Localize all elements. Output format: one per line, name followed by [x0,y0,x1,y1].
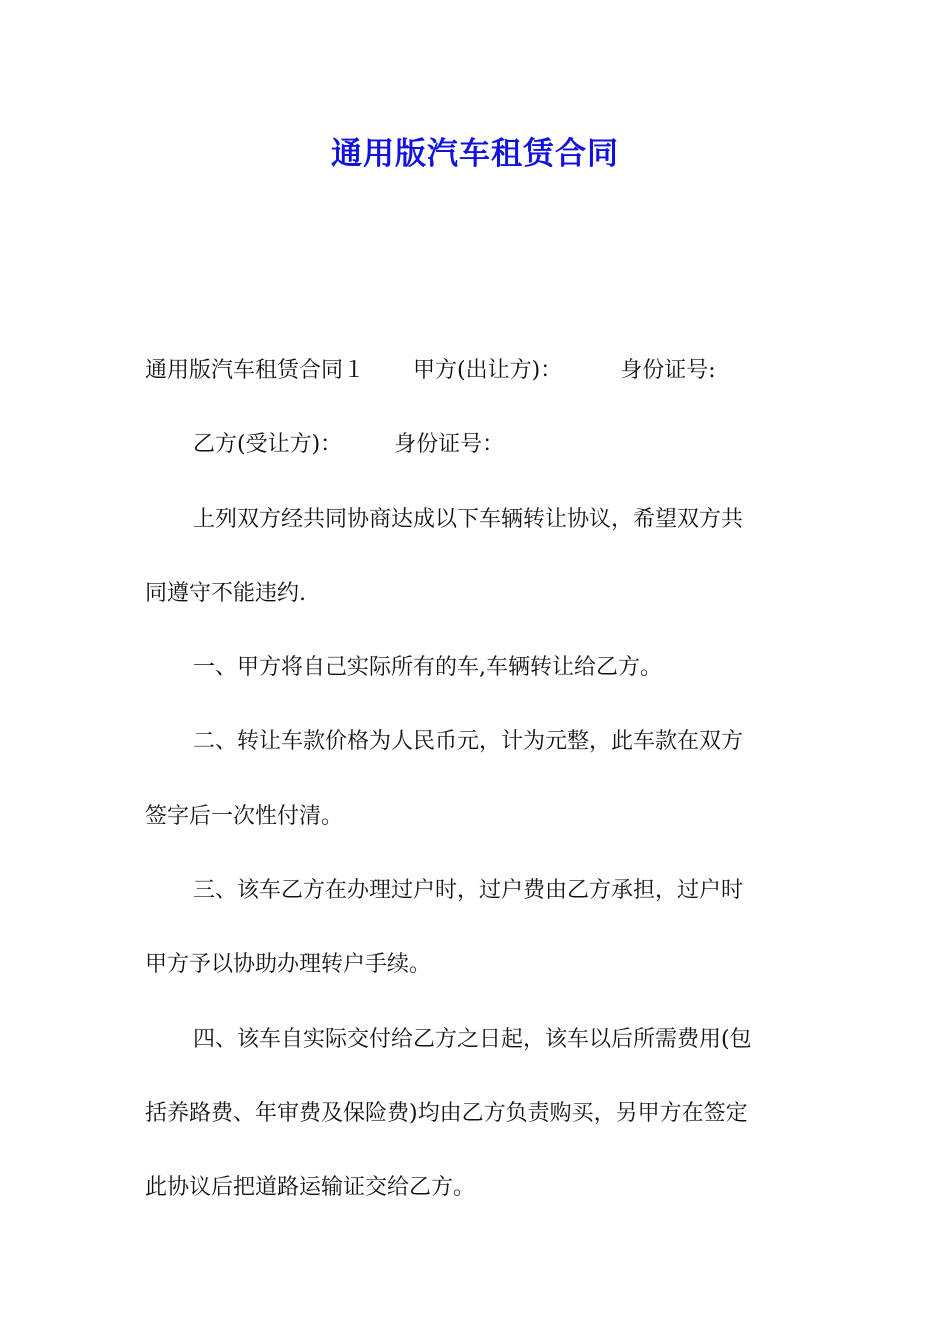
clause-4-line: 四、该车自实际交付给乙方之日起，该车以后所需费用(包 [193,1026,752,1052]
clause-1: 一、甲方将自己实际所有的车,车辆转让给乙方。 [193,655,662,681]
party-b-line [145,408,815,482]
clause-2-line: 二、转让车款价格为人民币元，计为元整，此车款在双方 [193,729,744,755]
clause-4-line: 括养路费、年审费及保险费)均由乙方负责购买，另甲方在签定 [145,1100,748,1126]
clause-4-line: 此协议后把道路运输证交给乙方。 [145,1175,476,1201]
document-body [145,334,815,1226]
party-b-label: 乙方(受让方)： [193,432,343,458]
clause-3-line: 甲方予以协助办理转户手续。 [145,952,432,978]
header-line [145,334,815,408]
paragraph-line: 同遵守不能违约. [145,580,306,606]
party-a-id-label: 身份证号: [620,358,716,383]
contract-name: 通用版汽车租赁合同１ [145,358,366,383]
party-a-label: 甲方(出让方)： [413,358,563,383]
document-title: 通用版汽车租赁合同 [331,136,619,172]
clause-3-line: 三、该车乙方在办理过户时，过户费由乙方承担，过户时 [193,878,744,904]
clause-2-line: 签字后一次性付清。 [145,803,344,829]
paragraph-line: 上列双方经共同协商达成以下车辆转让协议，希望双方共 [193,506,744,532]
party-b-id-label: 身份证号： [394,432,505,458]
